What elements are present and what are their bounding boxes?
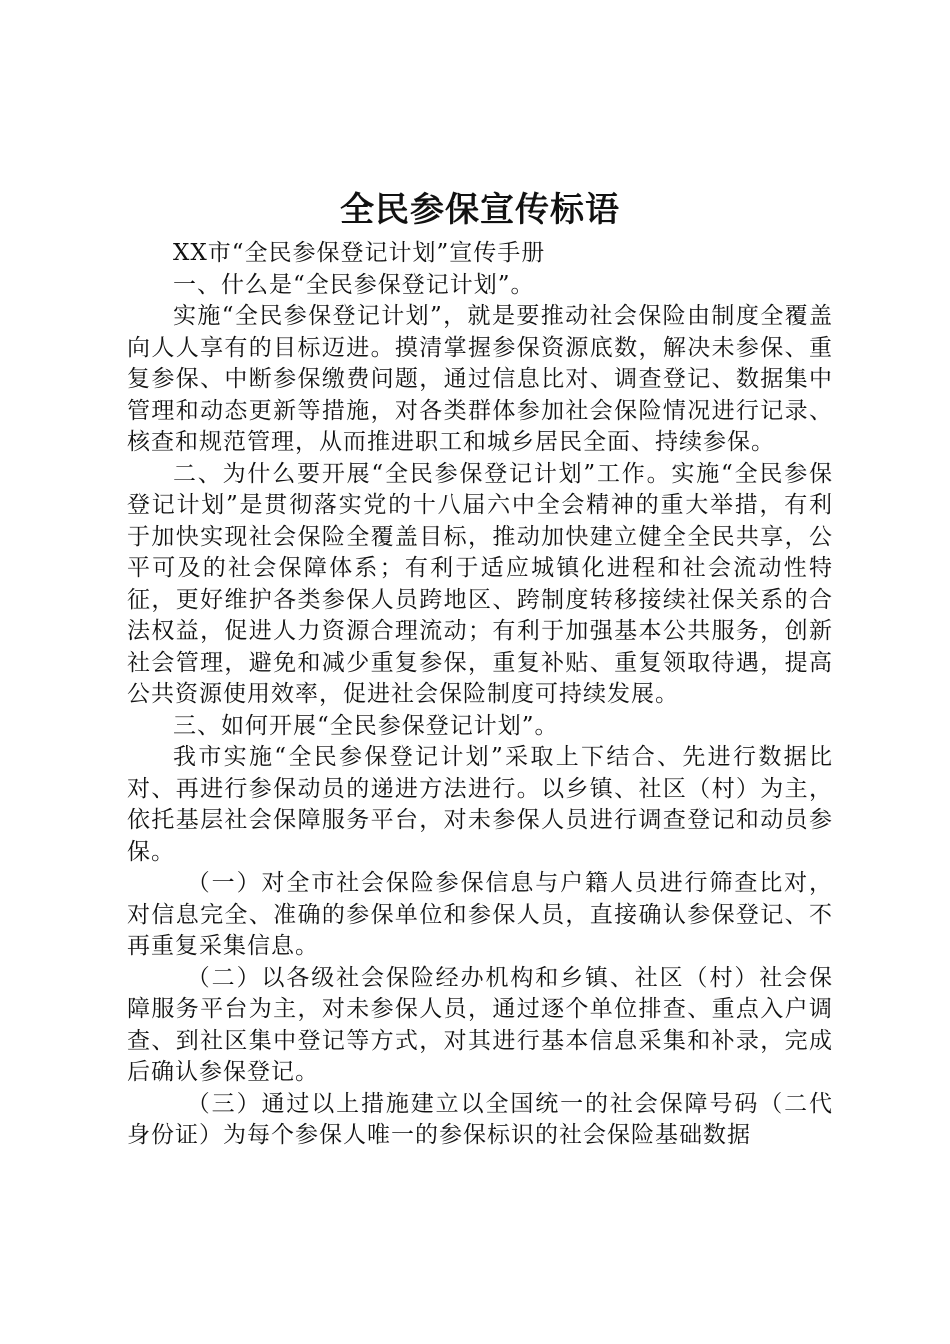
section-paragraph-1: 实施“全民参保登记计划”，就是要推动社会保险由制度全覆盖向人人享有的目标迈进。摸清掌握参保资源底数，解决未参保、重复参保、中断参保缴费问题，通过信息比对、调查登记、数据集中管理和动态更新等措施，对各类群体参加社会保险情况进行记录、核查和规范管理，从而推进职工和城乡居民全面、持续参保。 (127, 303, 833, 455)
document-title: 全民参保宣传标语 (340, 190, 620, 230)
manual-heading: XX市“全民参保登记计划”宣传手册 (173, 240, 546, 266)
sub-item-1: （一）对全市社会保险参保信息与户籍人员进行筛查比对，对信息完全、准确的参保单位和参保人员，直接确认参保登记、不再重复采集信息。 (127, 870, 833, 959)
section-paragraph-3: 我市实施“全民参保登记计划”采取上下结合、先进行数据比对、再进行参保动员的递进方法进行。以乡镇、社区（村）为主，依托基层社会保障服务平台，对未参保人员进行调查登记和动员参保。 (127, 744, 833, 865)
section-heading-3: 三、如何开展“全民参保登记计划”。 (173, 712, 559, 739)
section-heading-1: 一、什么是“全民参保登记计划”。 (173, 271, 535, 298)
sub-item-3: （三）通过以上措施建立以全国统一的社会保障号码（二代身份证）为每个参保人唯一的参保标识的社会保险基础数据 (127, 1090, 833, 1148)
sub-item-2: （二）以各级社会保险经办机构和乡镇、社区（村）社会保障服务平台为主，对未参保人员，通过逐个单位排查、重点入户调查、到社区集中登记等方式，对其进行基本信息采集和补录，完成后确认参保登记。 (127, 964, 833, 1085)
section-paragraph-2: 二、为什么要开展“全民参保登记计划”工作。实施“全民参保登记计划”是贯彻落实党的十八届六中全会精神的重大举措，有利于加快实现社会保险全覆盖目标，推动加快建立健全全民共享，公平可及的社会保障体系；有利于适应城镇化进程和社会流动性特征，更好维护各类参保人员跨地区、跨制度转移接续社保关系的合法权益，促进人力资源合理流动；有利于加强基本公共服务，创新社会管理，避免和减少重复参保，重复补贴、重复领取待遇，提高公共资源使用效率，促进社会保险制度可持续发展。 (127, 460, 833, 707)
document-page (127, 188, 833, 1152)
